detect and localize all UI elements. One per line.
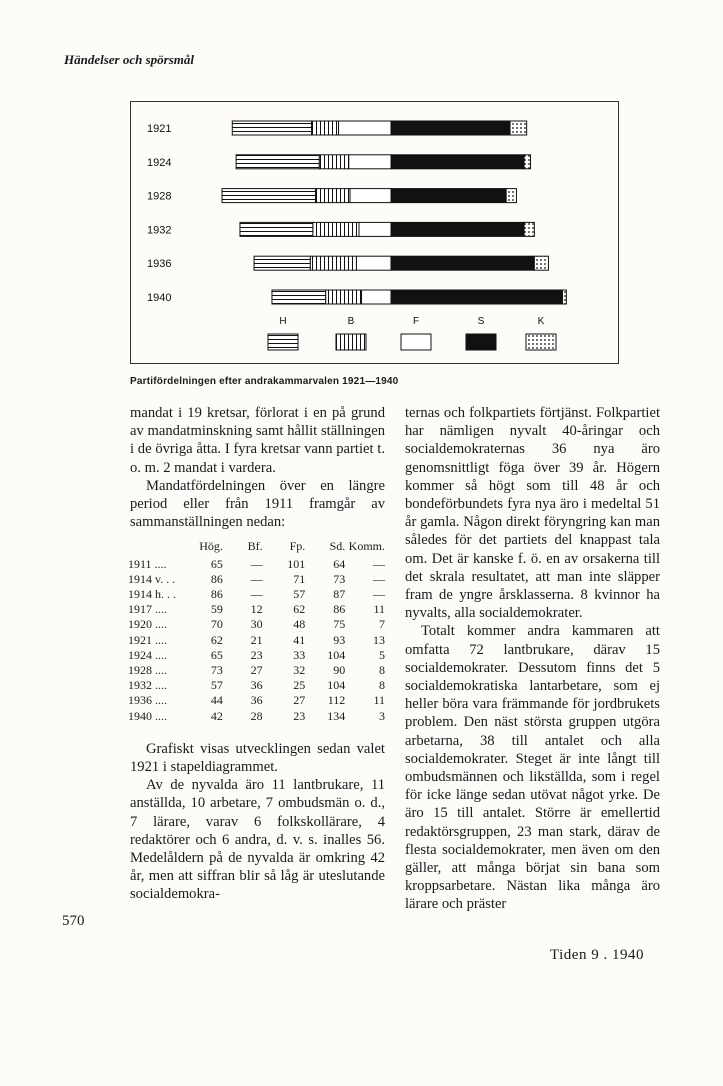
table-cell: 57 — [210, 678, 223, 693]
table-cell: 27 — [293, 693, 306, 708]
year-tick-label: 1940 — [147, 292, 172, 304]
table-header: Bf. — [247, 539, 263, 554]
bar-segment-s — [391, 121, 510, 135]
table-cell: 23 — [293, 708, 306, 723]
legend-swatch-f — [401, 334, 431, 350]
table-cell: 5 — [379, 647, 385, 662]
table-cell: 73 — [333, 571, 346, 586]
bar-segment-k — [524, 222, 534, 236]
table-cell-year: 1924 .... — [128, 647, 167, 662]
year-tick-label: 1932 — [147, 224, 172, 237]
table-cell: 64 — [333, 556, 346, 571]
bar-segment-f — [349, 155, 391, 169]
table-cell: 62 — [210, 632, 223, 647]
legend-key-label: K — [537, 316, 545, 327]
bar-segment-b — [326, 290, 362, 304]
table-cell: 36 — [250, 678, 263, 693]
table-cell: 44 — [210, 693, 223, 708]
table-cell-year: 1914 v. . . — [128, 571, 176, 586]
table-header: Hög. — [199, 539, 223, 554]
legend-key-label: S — [477, 316, 485, 327]
table-cell: 86 — [210, 571, 223, 586]
bar-segment-f — [339, 121, 391, 135]
left-paragraph-4: Av de nyvalda äro 11 lantbrukare, 11 anställda, 10 arbetare, 7 ombudsmän o. d., 7 lärare, varav 6 folkskollärare, 4 redaktörer och 6 andra, d. v. s. inalles 56. Medelåldern på de nyvalda är omkring 42 år, men att siffran blir så låg är uteslutande socialdemokra- — [130, 777, 385, 903]
table-cell: 93 — [333, 632, 346, 647]
bar-segment-f — [359, 222, 391, 236]
table-cell: 48 — [293, 617, 306, 632]
right-paragraph-2: Totalt kommer andra kammaren att omfatta 72 lantbrukare, därav 15 socialdemokrater. Dessutom finns det 5 socialdemokratiska lantarbetare, som ej heller böra vara främmande för jordbrukets problem. Den näst största gruppen utgöra arbetarna, 38 till antalet och alla socialdemokrater. Steget är inte långt till ombudsmännen och likställda, som i regel för icke länge sedan utövat något yrke. De äro 15 till antalet. Större är emellertid redaktörsgruppen, 23 man stark, därav de flesta socialdemokrater, men även om den gäller, att många börjat sin bana som kroppsarbetare. Nästan lika många äro lärare och präster — [405, 623, 660, 913]
table-header-row — [128, 539, 385, 556]
table-header: Komm. — [348, 539, 385, 554]
table-row — [128, 663, 385, 678]
bar-segment-s — [391, 256, 534, 270]
table-header-year — [128, 539, 189, 556]
bar-segment-h — [236, 155, 319, 169]
table-cell: 104 — [327, 678, 346, 693]
bar-segment-k — [506, 189, 516, 203]
mandate-table — [128, 539, 385, 723]
left-paragraph-1: mandat i 19 kretsar, förlorat i en på grund av mandatminskning samt hållit ställningen i de övriga åtta. I fyra kretsar vann partiet t. o. m. 2 mandat i vardera. — [130, 405, 385, 476]
table-cell: 7 — [379, 617, 385, 632]
table-cell-year: 1920 .... — [128, 617, 167, 632]
table-cell: — — [250, 571, 263, 586]
table-cell: 75 — [333, 617, 346, 632]
bar-segment-s — [391, 155, 524, 169]
table-cell-year: 1921 .... — [128, 632, 167, 647]
table-cell: 112 — [327, 693, 346, 708]
running-head: Händelser och spörsmål — [64, 52, 195, 67]
left-column — [130, 404, 385, 904]
table-cell: 73 — [210, 663, 223, 678]
table-row — [128, 633, 385, 648]
table-cell: 8 — [379, 663, 385, 678]
journal-footer: Tiden 9 . 1940 — [550, 947, 644, 963]
table-cell: 32 — [293, 663, 306, 678]
bar-chart-figure — [130, 101, 619, 364]
table-cell: 3 — [379, 708, 385, 723]
table-cell: 21 — [250, 632, 263, 647]
table-row — [128, 617, 385, 632]
bar-segment-h — [240, 222, 313, 236]
year-tick-label: 1936 — [147, 258, 172, 271]
table-cell: 62 — [293, 602, 306, 617]
bar-segment-h — [222, 189, 315, 203]
bar-segment-h — [232, 121, 311, 135]
bar-segment-b — [310, 256, 356, 270]
legend-key-label: B — [347, 316, 355, 327]
table-cell: 70 — [210, 617, 223, 632]
legend-key-label: F — [412, 316, 420, 327]
year-tick-label: 1928 — [147, 190, 172, 203]
table-cell: 27 — [250, 663, 263, 678]
table-cell-year: 1928 .... — [128, 663, 167, 678]
table-cell: 104 — [327, 647, 346, 662]
table-row — [128, 572, 385, 587]
bar-segment-f — [362, 290, 391, 304]
table-cell: — — [373, 571, 385, 586]
table-cell-year: 1940 .... — [128, 708, 167, 723]
right-paragraph-1: ternas och folkpartiets förtjänst. Folkpartiet har nämligen nyvalt 40-åringar och socialdemokraternas 36 nya äro genomsnittligt föga över 39 år. Högern kommer så högt som till 48 år och bondeförbundets fyra nya äro i medeltal 51 år gamla. Någon direkt föryngring kan man således för det partiets del knappast tala om. Det är kanske f. ö. en av orsakerna till det skrala resultatet, att man inte släpper fram de yngre årsklasserna. 8 kvinnor ha nyvalts, alla socialdemokrater. — [405, 405, 660, 622]
table-cell: 11 — [373, 693, 385, 708]
right-column — [405, 404, 660, 914]
table-cell: 11 — [373, 602, 385, 617]
legend-swatch-s — [466, 334, 496, 350]
bar-segment-h — [272, 290, 326, 304]
table-cell: 28 — [250, 708, 263, 723]
table-cell: 30 — [250, 617, 263, 632]
table-row — [128, 693, 385, 708]
table-cell: — — [250, 556, 263, 571]
year-tick-label: 1924 — [147, 156, 172, 169]
left-paragraph-3: Grafiskt visas utvecklingen sedan valet 1921 i stapeldiagrammet. — [130, 740, 385, 776]
bar-segment-k — [534, 256, 548, 270]
bar-segment-f — [350, 189, 391, 203]
table-cell: 90 — [333, 663, 346, 678]
table-cell: 65 — [210, 556, 223, 571]
table-cell: 65 — [210, 647, 223, 662]
bar-segment-k — [524, 155, 530, 169]
bar-segment-s — [391, 222, 524, 236]
table-cell-year: 1914 h. . . — [128, 587, 176, 602]
table-cell: 25 — [293, 678, 306, 693]
page-number: 570 — [62, 913, 85, 929]
bar-segment-k — [563, 290, 567, 304]
table-cell: 86 — [333, 602, 346, 617]
table-cell: 87 — [333, 587, 346, 602]
figure-caption: Partifördelningen efter andrakammarvalen 1921—1940 — [130, 376, 399, 387]
party-distribution-chart — [131, 102, 620, 365]
year-tick-label: 1921 — [147, 123, 172, 135]
left-paragraph-2: Mandatfördelningen över en längre period eller från 1911 framgår av sammanställningen nedan: — [130, 477, 385, 531]
table-cell: 8 — [379, 678, 385, 693]
table-cell: 13 — [373, 632, 385, 647]
table-row — [128, 648, 385, 663]
bar-segment-b — [312, 121, 339, 135]
table-row — [128, 602, 385, 617]
table-cell: 36 — [250, 693, 263, 708]
bar-segment-s — [391, 189, 506, 203]
table-cell-year: 1917 .... — [128, 602, 167, 617]
table-cell: 41 — [293, 632, 306, 647]
table-cell: — — [373, 556, 385, 571]
table-row — [128, 678, 385, 693]
table-cell: 59 — [210, 602, 223, 617]
table-cell: 12 — [250, 602, 263, 617]
bar-segment-h — [254, 256, 310, 270]
table-row — [128, 709, 385, 724]
table-cell: 23 — [250, 647, 263, 662]
legend-swatch-h — [268, 334, 298, 350]
table-cell: 71 — [293, 571, 306, 586]
table-cell: 86 — [210, 587, 223, 602]
table-cell-year: 1932 .... — [128, 678, 167, 693]
bar-segment-s — [391, 290, 563, 304]
bar-segment-b — [315, 189, 350, 203]
bar-segment-f — [356, 256, 391, 270]
table-cell: 42 — [210, 708, 223, 723]
bar-segment-k — [510, 121, 527, 135]
legend-key-label: H — [279, 316, 287, 327]
table-row — [128, 557, 385, 572]
legend-swatch-k — [526, 334, 556, 350]
table-cell: 134 — [327, 708, 346, 723]
table-cell: — — [373, 587, 385, 602]
legend-swatch-b — [336, 334, 366, 350]
bar-segment-b — [313, 222, 359, 236]
table-cell: 57 — [293, 587, 306, 602]
table-header: Fp. — [289, 539, 306, 554]
table-cell: — — [250, 587, 263, 602]
table-cell-year: 1936 .... — [128, 693, 167, 708]
table-cell: 33 — [293, 647, 306, 662]
table-cell: 101 — [287, 556, 306, 571]
bar-segment-b — [319, 155, 348, 169]
table-cell-year: 1911 .... — [128, 556, 167, 571]
table-header: Sd. — [329, 539, 346, 554]
table-row — [128, 587, 385, 602]
